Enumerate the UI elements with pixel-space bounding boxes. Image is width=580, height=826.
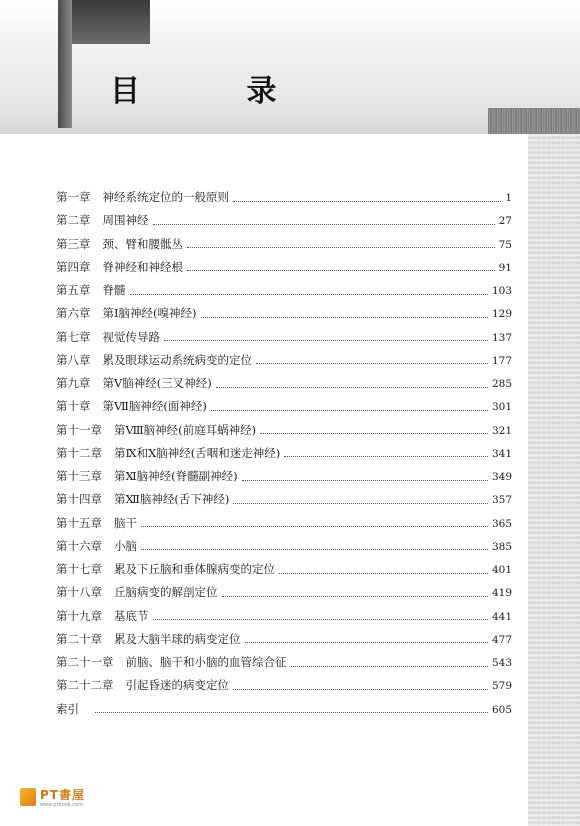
toc-entry[interactable] <box>56 395 512 418</box>
dot-leader <box>153 618 488 620</box>
toc-title: 第Ⅻ脑神经(舌下神经) <box>114 492 230 507</box>
toc-entry[interactable] <box>56 581 512 604</box>
toc-chapter: 第十六章 <box>56 538 102 553</box>
toc-page-number: 605 <box>491 703 512 716</box>
toc-title: 脑干 <box>114 515 137 530</box>
toc-title: 前脑、脑干和小脑的血管综合征 <box>125 655 287 669</box>
toc-page-number: 1 <box>505 192 512 204</box>
toc-page-number: 357 <box>491 494 512 507</box>
dot-leader <box>141 525 488 527</box>
dot-leader <box>211 409 488 411</box>
toc-title: 小脑 <box>114 538 137 553</box>
toc-chapter: 第二章 <box>56 213 91 228</box>
dot-leader <box>233 502 488 504</box>
toc-entry[interactable] <box>56 512 512 535</box>
toc-chapter: 第一章 <box>56 190 91 204</box>
dot-leader <box>153 223 495 225</box>
toc-page-number: 129 <box>491 308 512 321</box>
dot-leader <box>95 711 488 713</box>
book-icon <box>20 788 36 806</box>
toc-title: 脊髓 <box>102 283 126 297</box>
toc-entry[interactable] <box>56 419 512 442</box>
toc-chapter: 第三章 <box>56 236 91 251</box>
toc-chapter: 第二十二章 <box>56 678 114 693</box>
dot-leader <box>233 688 488 690</box>
toc-title: 脊神经和神经根 <box>102 259 183 274</box>
toc-entry[interactable] <box>56 372 512 395</box>
toc-title: 第Ⅶ脑神经(面神经) <box>102 399 207 414</box>
dot-leader <box>216 386 488 388</box>
toc-entry[interactable] <box>56 558 512 581</box>
toc-title: 神经系统定位的一般原则 <box>102 190 229 204</box>
toc-title: 引起昏迷的病变定位 <box>125 678 229 693</box>
toc-title: 第Ⅸ和Ⅹ脑神经(舌咽和迷走神经) <box>114 445 281 460</box>
toc-chapter: 第十五章 <box>56 515 102 530</box>
toc-entry[interactable] <box>56 488 512 511</box>
header-right-tab <box>488 108 580 134</box>
dot-leader <box>242 479 488 481</box>
toc-page-number: 579 <box>491 680 512 693</box>
toc-entry[interactable] <box>56 465 512 488</box>
toc-page-number: 137 <box>491 331 512 344</box>
watermark-logo <box>20 784 100 812</box>
toc-page-number: 301 <box>491 401 512 414</box>
toc-chapter: 第二十一章 <box>56 655 114 669</box>
toc-page-number: 385 <box>491 540 512 553</box>
toc-title: 基底节 <box>114 608 149 623</box>
toc-entry[interactable] <box>56 256 512 279</box>
toc-page-number: 543 <box>491 657 512 669</box>
toc-chapter: 第十八章 <box>56 585 102 600</box>
dot-leader <box>260 432 488 434</box>
toc-page-number: 365 <box>491 517 512 530</box>
dot-leader <box>187 246 495 248</box>
toc-page-number: 419 <box>491 587 512 600</box>
toc-title: 周围神经 <box>102 213 149 228</box>
toc-entry[interactable] <box>56 209 512 232</box>
toc-entry[interactable] <box>56 279 512 302</box>
dot-leader <box>164 339 488 341</box>
page-title: 目 录 <box>110 74 325 109</box>
toc-chapter: 第十一章 <box>56 422 102 437</box>
dot-leader <box>279 572 488 574</box>
toc-chapter: 第十七章 <box>56 562 102 576</box>
toc-title: 丘脑病变的解剖定位 <box>114 585 218 600</box>
dot-leader <box>130 293 488 295</box>
dot-leader <box>187 269 495 271</box>
toc-entry[interactable] <box>56 186 512 209</box>
toc-chapter: 第十二章 <box>56 445 102 460</box>
watermark-url: www.ptbook.com <box>40 802 83 808</box>
toc-page-number: 75 <box>498 238 512 251</box>
toc-title: 颈、臂和腰骶丛 <box>102 236 183 251</box>
toc-chapter: 第二十章 <box>56 631 102 646</box>
toc-chapter: 第十九章 <box>56 608 102 623</box>
toc-page-number: 341 <box>491 447 512 460</box>
toc-chapter: 索引 <box>56 701 79 716</box>
toc-page-number: 91 <box>498 261 512 274</box>
right-edge-scan-strip <box>528 134 580 826</box>
toc-chapter: 第九章 <box>56 376 91 390</box>
toc-entry[interactable] <box>56 302 512 325</box>
dot-leader <box>233 200 501 202</box>
toc-title: 累及大脑半球的病变定位 <box>114 631 241 646</box>
dot-leader <box>141 548 488 550</box>
toc-page-number: 27 <box>498 215 512 228</box>
toc-chapter: 第五章 <box>56 283 91 297</box>
toc-chapter: 第七章 <box>56 329 91 344</box>
dot-leader <box>245 641 488 643</box>
toc-title: 第Ⅰ脑神经(嗅神经) <box>102 306 197 321</box>
toc-entry[interactable] <box>56 535 512 558</box>
header-dark-vertical-bar <box>58 0 72 128</box>
toc-page-number: 285 <box>491 378 512 390</box>
dot-leader <box>201 316 488 318</box>
toc-title: 累及下丘脑和垂体腺病变的定位 <box>114 562 275 576</box>
toc-page-number: 321 <box>491 424 512 437</box>
toc-title: 第Ⅺ脑神经(脊髓副神经) <box>114 469 238 483</box>
toc-page-number: 441 <box>491 610 512 623</box>
toc-entry[interactable] <box>56 349 512 372</box>
toc-page-number: 103 <box>491 285 512 297</box>
toc-title: 第Ⅷ脑神经(前庭耳蜗神经) <box>114 422 257 437</box>
toc-chapter: 第八章 <box>56 352 91 367</box>
toc-chapter: 第十四章 <box>56 492 102 507</box>
toc-chapter: 第十三章 <box>56 469 102 483</box>
toc-title: 累及眼球运动系统病变的定位 <box>102 352 252 367</box>
table-of-contents <box>56 186 512 721</box>
toc-entry[interactable] <box>56 628 512 651</box>
toc-chapter: 第四章 <box>56 259 91 274</box>
watermark-name: PT書屋 <box>40 788 85 802</box>
toc-chapter: 第六章 <box>56 306 91 321</box>
toc-chapter: 第十章 <box>56 399 91 414</box>
toc-page-number: 177 <box>491 354 512 367</box>
toc-page-number: 349 <box>491 471 512 483</box>
toc-entry[interactable] <box>56 674 512 697</box>
toc-entry[interactable] <box>56 651 512 674</box>
toc-title: 第Ⅴ脑神经(三叉神经) <box>102 376 212 390</box>
toc-entry[interactable] <box>56 442 512 465</box>
toc-entry-index[interactable] <box>56 698 512 721</box>
toc-entry[interactable] <box>56 326 512 349</box>
toc-entry[interactable] <box>56 233 512 256</box>
dot-leader <box>256 362 488 364</box>
toc-page-number: 401 <box>491 564 512 576</box>
toc-entry[interactable] <box>56 605 512 628</box>
dot-leader <box>291 665 488 667</box>
dot-leader <box>284 455 488 457</box>
dot-leader <box>222 595 488 597</box>
toc-title: 视觉传导路 <box>102 329 160 344</box>
toc-page-number: 477 <box>491 633 512 646</box>
